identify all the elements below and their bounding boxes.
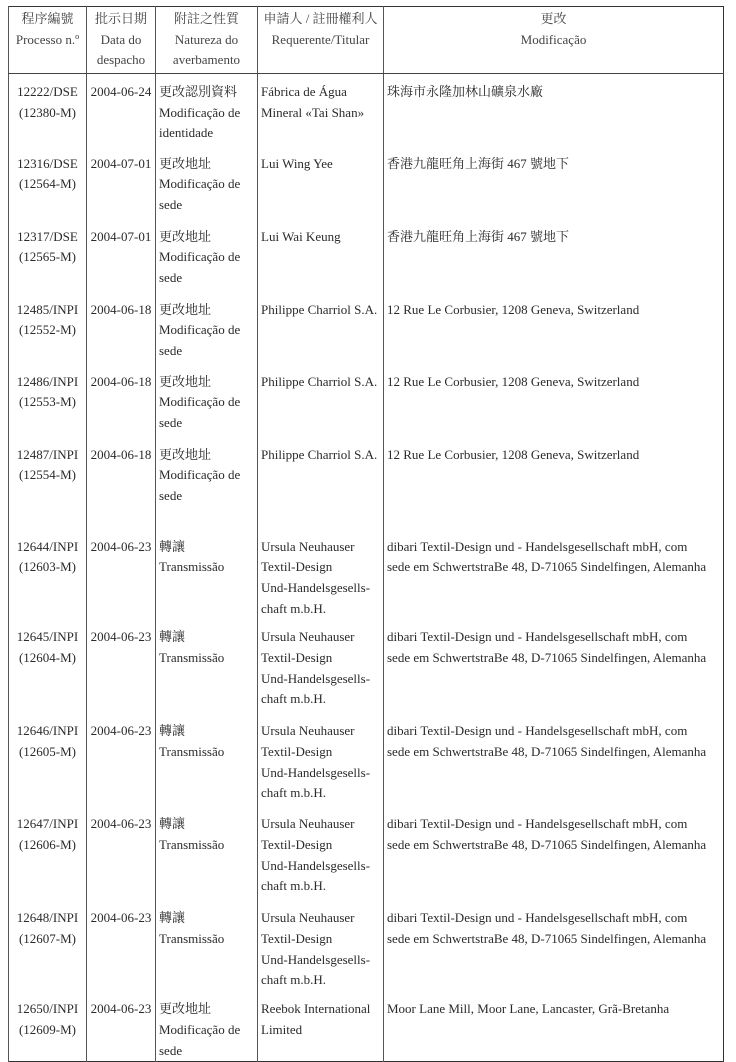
process-number-cell [9, 713, 87, 806]
modificacao-cell [384, 219, 724, 292]
modificacao: sede em SchwertstraBe 48, D-71065 Sindelfingen, Alemanha [387, 931, 707, 947]
process-number: 12645/INPI [16, 629, 79, 645]
modificacao: 香港九龍旺角上海街 467 號地下 [387, 155, 570, 171]
process-number: 12487/INPI [16, 446, 79, 462]
requerente-cell [258, 991, 384, 1062]
averbamento-nature-cell [156, 74, 258, 146]
modificacao-cell [384, 713, 724, 806]
requerente: Textil-Design [261, 744, 333, 760]
dispatch-date: 2004-06-18 [90, 373, 152, 389]
averbamento-nature: Transmissão [159, 837, 225, 853]
requerente-cell [258, 713, 384, 806]
averbamento-nature: sede [159, 1042, 183, 1058]
dispatch-date-cell [87, 806, 156, 900]
averbamento-nature: 轉讓 [159, 816, 186, 832]
modificacao-cell [384, 437, 724, 529]
dispatch-date-cell [87, 619, 156, 713]
modificacao: Moor Lane Mill, Moor Lane, Lancaster, Grã-Bretanha [387, 1001, 670, 1017]
requerente: chaft m.b.H. [261, 972, 326, 988]
process-number: 12647/INPI [16, 816, 79, 832]
averbamento-nature: 更改地址 [159, 228, 212, 244]
requerente: Limited [261, 1021, 303, 1037]
averbamento-nature-cell [156, 991, 258, 1062]
process-number-cell [9, 364, 87, 437]
process-number: (12603-M) [18, 559, 77, 575]
averbamento-nature-cell [156, 713, 258, 806]
averbamento-nature: 更改地址 [159, 1001, 212, 1017]
table-row [9, 529, 724, 620]
averbamento-nature-cell [156, 806, 258, 900]
process-number: 12317/DSE [17, 228, 78, 244]
requerente: Und-Handelsgesells- [261, 670, 371, 686]
averbamento-nature: sede [159, 196, 183, 212]
modificacao-cell [384, 900, 724, 991]
averbamento-nature: Modificação de [159, 249, 241, 265]
averbamento-nature: 轉讓 [159, 629, 186, 645]
requerente: Philippe Charriol S.A. [261, 373, 378, 389]
dispatch-date: 2004-06-23 [90, 629, 152, 645]
modificacao: sede em SchwertstraBe 48, D-71065 Sindelfingen, Alemanha [387, 744, 707, 760]
averbamento-nature-cell [156, 900, 258, 991]
requerente: Ursula Neuhauser [261, 816, 355, 832]
modificacao: dibari Textil-Design und - Handelsgesellschaft mbH, com [387, 629, 688, 645]
process-number: (12607-M) [18, 931, 77, 947]
header-line: Data do [100, 31, 142, 47]
header-requerente [258, 7, 384, 74]
averbamento-nature: sede [159, 414, 183, 430]
averbamento-table [8, 6, 724, 1062]
table-row [9, 437, 724, 529]
modificacao-cell [384, 991, 724, 1062]
averbamento-nature: 轉讓 [159, 910, 186, 926]
header-line: Processo n.º [15, 31, 80, 47]
modificacao: dibari Textil-Design und - Handelsgesellschaft mbH, com [387, 538, 688, 554]
table-row [9, 364, 724, 437]
averbamento-nature: Transmissão [159, 931, 225, 947]
averbamento-nature: Modificação de [159, 394, 241, 410]
table-row [9, 619, 724, 713]
averbamento-nature: 轉讓 [159, 538, 186, 554]
modificacao-cell [384, 74, 724, 146]
modificacao: dibari Textil-Design und - Handelsgesellschaft mbH, com [387, 816, 688, 832]
dispatch-date: 2004-06-23 [90, 910, 152, 926]
table-row [9, 713, 724, 806]
requerente-cell [258, 364, 384, 437]
requerente: Textil-Design [261, 837, 333, 853]
requerente-cell [258, 219, 384, 292]
requerente: Ursula Neuhauser [261, 629, 355, 645]
averbamento-nature-cell [156, 364, 258, 437]
requerente: Ursula Neuhauser [261, 723, 355, 739]
modificacao: dibari Textil-Design und - Handelsgesellschaft mbH, com [387, 723, 688, 739]
requerente-cell [258, 146, 384, 219]
process-number: (12609-M) [18, 1021, 77, 1037]
averbamento-nature-cell [156, 619, 258, 713]
requerente: chaft m.b.H. [261, 878, 326, 894]
dispatch-date-cell [87, 146, 156, 219]
process-number-cell [9, 146, 87, 219]
process-number: (12380-M) [18, 104, 77, 120]
dispatch-date-cell [87, 219, 156, 292]
modificacao: 12 Rue Le Corbusier, 1208 Geneva, Switzerland [387, 301, 640, 317]
averbamento-nature: Modificação de [159, 1021, 241, 1037]
header-line: 批示日期 [94, 11, 147, 26]
modificacao-cell [384, 292, 724, 364]
header-line: Requerente/Titular [271, 31, 370, 47]
averbamento-nature: Modificação de [159, 467, 241, 483]
dispatch-date-cell [87, 991, 156, 1062]
averbamento-nature: Transmissão [159, 744, 225, 760]
dispatch-date: 2004-06-23 [90, 816, 152, 832]
process-number-cell [9, 219, 87, 292]
dispatch-date-cell [87, 529, 156, 620]
requerente: Mineral «Tai Shan» [261, 104, 365, 120]
requerente-cell [258, 437, 384, 529]
table-row [9, 292, 724, 364]
header-line: 申請人 / 註冊權利人 [263, 11, 378, 26]
header-modificacao [384, 7, 724, 74]
process-number: 12316/DSE [17, 155, 78, 171]
requerente: Und-Handelsgesells- [261, 951, 371, 967]
modificacao-cell [384, 619, 724, 713]
averbamento-nature-cell [156, 437, 258, 529]
table-row [9, 806, 724, 900]
requerente: Und-Handelsgesells- [261, 764, 371, 780]
dispatch-date: 2004-06-23 [90, 723, 152, 739]
averbamento-nature: Modificação de [159, 104, 241, 120]
requerente: Ursula Neuhauser [261, 910, 355, 926]
dispatch-date: 2004-06-18 [90, 301, 152, 317]
process-number: (12606-M) [18, 837, 77, 853]
process-number-cell [9, 529, 87, 620]
table-row [9, 219, 724, 292]
requerente-cell [258, 806, 384, 900]
requerente: Textil-Design [261, 931, 333, 947]
requerente: Lui Wing Yee [261, 155, 333, 171]
averbamento-nature: 更改地址 [159, 373, 212, 389]
modificacao-cell [384, 364, 724, 437]
modificacao: dibari Textil-Design und - Handelsgesellschaft mbH, com [387, 910, 688, 926]
table-row [9, 900, 724, 991]
modificacao-cell [384, 529, 724, 620]
requerente: Fábrica de Água [261, 84, 347, 99]
requerente-cell [258, 74, 384, 146]
process-number: (12552-M) [18, 322, 77, 338]
process-number: 12648/INPI [16, 910, 79, 926]
header-line: averbamento [172, 52, 241, 68]
averbamento-nature: sede [159, 342, 183, 358]
averbamento-nature: sede [159, 487, 183, 503]
modificacao: 珠海市永隆加林山礦泉水廠 [387, 84, 544, 99]
requerente: Reebok International [261, 1001, 371, 1017]
requerente-cell [258, 619, 384, 713]
averbamento-nature: Transmissão [159, 559, 225, 575]
header-line: 更改 [540, 11, 567, 26]
requerente: chaft m.b.H. [261, 600, 326, 616]
dispatch-date-cell [87, 292, 156, 364]
modificacao-cell [384, 146, 724, 219]
averbamento-nature: 更改認別資料 [159, 84, 238, 99]
requerente-cell [258, 529, 384, 620]
process-number: (12605-M) [18, 744, 77, 760]
dispatch-date-cell [87, 437, 156, 529]
averbamento-nature: 更改地址 [159, 155, 212, 171]
modificacao: sede em SchwertstraBe 48, D-71065 Sindelfingen, Alemanha [387, 837, 707, 853]
process-number-cell [9, 292, 87, 364]
process-number: 12644/INPI [16, 538, 79, 554]
dispatch-date-cell [87, 713, 156, 806]
process-number: (12565-M) [18, 249, 77, 265]
header-line: despacho [96, 52, 146, 68]
modificacao: 香港九龍旺角上海街 467 號地下 [387, 228, 570, 244]
header-line: 附註之性質 [173, 11, 239, 26]
requerente: chaft m.b.H. [261, 785, 326, 801]
averbamento-nature: Transmissão [159, 650, 225, 666]
table-row [9, 74, 724, 146]
process-number-cell [9, 437, 87, 529]
table-row [9, 991, 724, 1062]
dispatch-date-cell [87, 74, 156, 146]
requerente: Und-Handelsgesells- [261, 579, 371, 595]
process-number-cell [9, 991, 87, 1062]
dispatch-date: 2004-06-24 [90, 84, 152, 99]
process-number: 12646/INPI [16, 723, 79, 739]
averbamento-nature: sede [159, 269, 183, 285]
header-natureza [156, 7, 258, 74]
modificacao-cell [384, 806, 724, 900]
averbamento-nature: 轉讓 [159, 723, 186, 739]
dispatch-date: 2004-07-01 [90, 228, 152, 244]
requerente-cell [258, 900, 384, 991]
requerente: Philippe Charriol S.A. [261, 301, 378, 317]
dispatch-date: 2004-06-18 [90, 446, 152, 462]
process-number: 12486/INPI [16, 373, 79, 389]
requerente-cell [258, 292, 384, 364]
averbamento-nature-cell [156, 219, 258, 292]
process-number: 12222/DSE [17, 84, 78, 99]
process-number: (12553-M) [18, 394, 77, 410]
dispatch-date-cell [87, 364, 156, 437]
header-data [87, 7, 156, 74]
modificacao: 12 Rue Le Corbusier, 1208 Geneva, Switzerland [387, 373, 640, 389]
averbamento-nature-cell [156, 529, 258, 620]
process-number-cell [9, 806, 87, 900]
process-number-cell [9, 900, 87, 991]
modificacao: sede em SchwertstraBe 48, D-71065 Sindelfingen, Alemanha [387, 559, 707, 575]
averbamento-nature-cell [156, 292, 258, 364]
averbamento-nature: Modificação de [159, 176, 241, 192]
table-row [9, 146, 724, 219]
process-number: 12485/INPI [16, 301, 79, 317]
requerente: Ursula Neuhauser [261, 538, 355, 554]
averbamento-nature: identidade [159, 125, 214, 141]
dispatch-date: 2004-06-23 [90, 538, 152, 554]
header-line: 程序編號 [21, 11, 74, 26]
averbamento-nature: Modificação de [159, 322, 241, 338]
requerente: Lui Wai Keung [261, 228, 341, 244]
averbamento-nature: 更改地址 [159, 446, 212, 462]
modificacao: 12 Rue Le Corbusier, 1208 Geneva, Switzerland [387, 446, 640, 462]
header-line: Natureza do [174, 31, 239, 47]
process-number: (12604-M) [18, 650, 77, 666]
modificacao: sede em SchwertstraBe 48, D-71065 Sindelfingen, Alemanha [387, 650, 707, 666]
dispatch-date-cell [87, 900, 156, 991]
process-number-cell [9, 74, 87, 146]
header-processo [9, 7, 87, 74]
averbamento-nature-cell [156, 146, 258, 219]
dispatch-date: 2004-07-01 [90, 155, 152, 171]
averbamento-nature: 更改地址 [159, 301, 212, 317]
process-number: 12650/INPI [16, 1001, 79, 1017]
process-number-cell [9, 619, 87, 713]
process-number: (12554-M) [18, 467, 77, 483]
requerente: chaft m.b.H. [261, 691, 326, 707]
header-line: Modificação [520, 31, 587, 47]
process-number: (12564-M) [18, 176, 77, 192]
requerente: Und-Handelsgesells- [261, 857, 371, 873]
dispatch-date: 2004-06-23 [90, 1001, 152, 1017]
requerente: Textil-Design [261, 559, 333, 575]
requerente: Philippe Charriol S.A. [261, 446, 378, 462]
requerente: Textil-Design [261, 650, 333, 666]
header-row [9, 7, 724, 74]
